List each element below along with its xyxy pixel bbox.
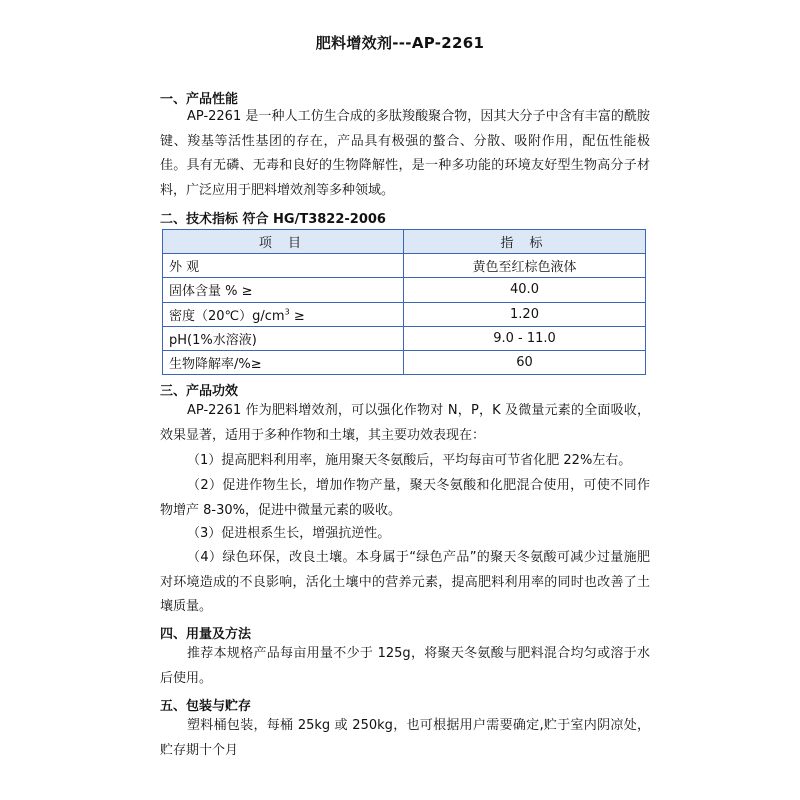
spec-table bbox=[162, 229, 646, 375]
spec-item-superscript: 3 bbox=[284, 307, 290, 317]
spec-item: 外 观 bbox=[163, 254, 404, 278]
spec-table-header bbox=[163, 230, 646, 254]
spec-value: 40.0 bbox=[404, 278, 646, 302]
spec-item: 生物降解率/%≥ bbox=[163, 350, 404, 374]
section-heading-specs: 二、技术指标 符合 HG/T3822-2006 bbox=[160, 212, 386, 227]
spec-item bbox=[163, 302, 404, 326]
effect-item: （2）促进作物生长，增加作物产量，聚天冬氨酸和化肥混合使用，可使不同作物增产 8-30%，促进中微量元素的吸收。 bbox=[160, 478, 650, 518]
effect-item: （4）绿色环保，改良土壤。本身属于“绿色产品”的聚天冬氨酸可减少过量施肥对环境造成的不良影响，活化土壤中的营养元素，提高肥料利用率的同时也改善了土壤质量。 bbox=[160, 550, 650, 615]
spec-item: pH(1%水溶液) bbox=[163, 326, 404, 350]
spec-header-value: 指 标 bbox=[404, 230, 646, 254]
spec-value: 60 bbox=[404, 350, 646, 374]
spec-item-suffix: ≥ bbox=[289, 308, 305, 324]
spec-value: 黄色至红棕色液体 bbox=[404, 254, 646, 278]
effect-item: （1）提高肥料利用率，施用聚天冬氨酸后，平均每亩可节省化肥 22%左右。 bbox=[187, 453, 632, 468]
spec-header-item: 项 目 bbox=[163, 230, 404, 254]
effect-item: （3）促进根系生长，增强抗逆性。 bbox=[187, 526, 391, 541]
section-heading-effects: 三、产品功效 bbox=[160, 384, 239, 399]
usage-text: 推荐本规格产品每亩用量不少于 125g，将聚天冬氨酸与肥料混合均匀或溶于水后使用。 bbox=[160, 646, 650, 686]
packaging-text: 塑料桶包装，每桶 25kg 或 250kg，也可根据用户需要确定,贮于室内阴凉处，贮存期十个月 bbox=[160, 718, 650, 758]
effects-intro: AP-2261 作为肥料增效剂，可以强化作物对 N，P，K 及微量元素的全面吸收，效果显著，适用于多种作物和土壤，其主要功效表现在： bbox=[160, 403, 650, 443]
spec-value: 1.20 bbox=[404, 302, 646, 326]
spec-value: 9.0 - 11.0 bbox=[404, 326, 646, 350]
section-heading-packaging: 五、包装与贮存 bbox=[160, 699, 252, 714]
table-row bbox=[163, 254, 646, 278]
section-heading-performance: 一、产品性能 bbox=[160, 92, 239, 107]
table-row bbox=[163, 350, 646, 374]
spec-item-text: 密度（20℃）g/cm bbox=[169, 308, 285, 324]
performance-text: AP-2261 是一种人工仿生合成的多肽羧酸聚合物，因其大分子中含有丰富的酰胺键、羧基等活性基团的存在，产品具有极强的螯合、分散、吸附作用，配伍性能极佳。具有无磷、无毒和良好的生物降解性，是一种多功能的环境友好型生物高分子材料，广泛应用于肥料增效剂等多种领域。 bbox=[160, 109, 650, 198]
table-row bbox=[163, 302, 646, 326]
table-row bbox=[163, 278, 646, 302]
document-title: 肥料增效剂---AP-2261 bbox=[315, 34, 485, 52]
spec-item: 固体含量 % ≥ bbox=[163, 278, 404, 302]
section-heading-usage: 四、用量及方法 bbox=[160, 627, 252, 642]
table-row bbox=[163, 326, 646, 350]
